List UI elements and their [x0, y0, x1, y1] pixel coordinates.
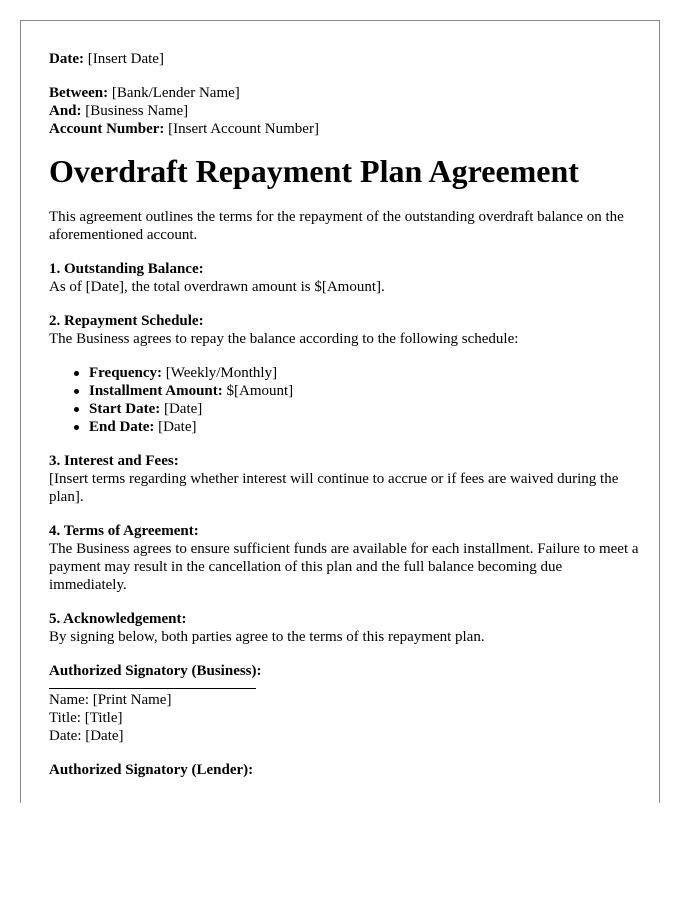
item-value: [Date]	[154, 419, 197, 435]
signatory-details	[49, 691, 639, 745]
document-title: Overdraft Repayment Plan Agreement	[49, 153, 579, 189]
section-text: By signing below, both parties agree to the terms of this repayment plan.	[49, 629, 485, 645]
date-line	[49, 50, 639, 68]
and-line	[49, 102, 639, 120]
date-label: Date:	[49, 51, 84, 67]
between-value: [Bank/Lender Name]	[108, 85, 240, 101]
section-acknowledgement	[49, 610, 639, 646]
document-page	[20, 20, 660, 803]
signatory-lender	[49, 761, 639, 779]
section-heading: 2. Repayment Schedule:	[49, 313, 204, 329]
section-schedule	[49, 312, 639, 436]
document-content	[49, 50, 639, 779]
item-value: [Weekly/Monthly]	[162, 365, 278, 381]
section-heading: 1. Outstanding Balance:	[49, 261, 204, 277]
item-label: Installment Amount:	[89, 383, 223, 399]
intro-paragraph: This agreement outlines the terms for the repayment of the outstanding overdraft balance on the aforementioned account.	[49, 209, 624, 243]
signatory-title: Title: [Title]	[49, 710, 123, 726]
section-text: [Insert terms regarding whether interest will continue to accrue or if fees are waived during the plan].	[49, 471, 619, 505]
item-label: Start Date:	[89, 401, 161, 417]
parties-block	[49, 84, 639, 138]
signatory-date: Date: [Date]	[49, 728, 124, 744]
date-value: [Insert Date]	[83, 51, 164, 67]
and-value: [Business Name]	[81, 103, 189, 119]
list-item	[89, 382, 639, 400]
item-value: [Date]	[160, 401, 203, 417]
section-heading: 3. Interest and Fees:	[49, 453, 179, 469]
section-balance	[49, 260, 639, 296]
schedule-list	[49, 364, 639, 436]
signatory-name: Name: [Print Name]	[49, 692, 172, 708]
account-value: [Insert Account Number]	[164, 121, 319, 137]
list-item	[89, 418, 639, 436]
section-heading: 5. Acknowledgement:	[49, 611, 187, 627]
between-line	[49, 84, 639, 102]
account-label: Account Number:	[49, 121, 165, 137]
item-label: End Date:	[89, 419, 155, 435]
signatory-heading: Authorized Signatory (Lender):	[49, 762, 254, 778]
list-item	[89, 400, 639, 418]
signatory-business	[49, 662, 639, 745]
section-heading: 4. Terms of Agreement:	[49, 523, 199, 539]
section-text: The Business agrees to ensure sufficient funds are available for each installment. Failure to meet a payment may result in the cancellation of this plan and the full balance becoming due immediately.	[49, 541, 639, 593]
section-text: The Business agrees to repay the balance according to the following schedule:	[49, 331, 519, 347]
signatory-heading: Authorized Signatory (Business):	[49, 663, 262, 679]
item-label: Frequency:	[89, 365, 163, 381]
and-label: And:	[49, 103, 82, 119]
section-text: As of [Date], the total overdrawn amount is $[Amount].	[49, 279, 385, 295]
section-interest	[49, 452, 639, 506]
signature-line	[49, 688, 256, 689]
account-line	[49, 120, 639, 138]
list-item	[89, 364, 639, 382]
item-value: $[Amount]	[222, 383, 294, 399]
between-label: Between:	[49, 85, 109, 101]
section-terms	[49, 522, 639, 594]
